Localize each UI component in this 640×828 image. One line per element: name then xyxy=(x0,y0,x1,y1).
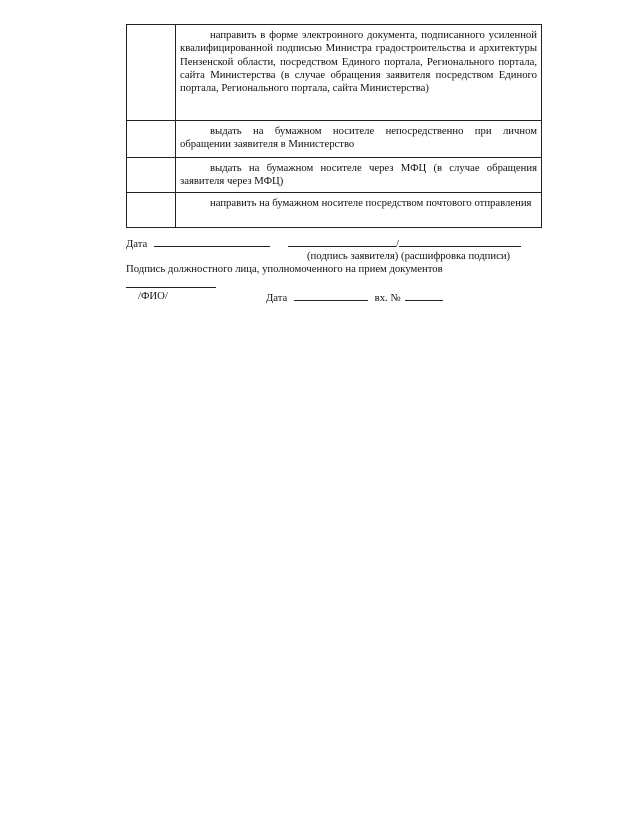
registration-number-blank[interactable] xyxy=(405,290,443,301)
table-row xyxy=(127,158,542,193)
date-label-2: Дата xyxy=(266,292,288,304)
fio-label: /ФИО/ xyxy=(138,290,168,302)
slash-separator: / xyxy=(396,238,399,250)
registration-number-label: вх. № xyxy=(374,292,401,304)
signature-caption: (подпись заявителя) (расшифровка подписи) xyxy=(307,250,511,262)
applicant-date-line xyxy=(126,236,270,250)
signature-blank[interactable] xyxy=(288,236,396,247)
checkbox-cell[interactable] xyxy=(127,121,176,158)
name-decoding-blank[interactable] xyxy=(399,236,521,247)
delivery-options-table xyxy=(126,24,542,228)
checkbox-cell[interactable] xyxy=(127,193,176,228)
date-label: Дата xyxy=(126,238,148,250)
official-signature-label: Подпись должностного лица, уполномоченного на прием документов xyxy=(126,263,443,275)
official-signature-blank[interactable] xyxy=(126,277,216,288)
checkbox-cell[interactable] xyxy=(127,158,176,193)
date-blank[interactable] xyxy=(154,236,270,247)
official-date-blank[interactable] xyxy=(294,290,368,301)
option-text-post: направить на бумажном носителе посредством почтового отправления xyxy=(210,197,532,209)
table-row xyxy=(127,193,542,228)
option-cell xyxy=(176,121,542,158)
option-text-electronic: направить в форме электронного документа, подписанного усиленной квалифицированной подписью Министра градостроительства и архитектуры Пензенской области, посредством Единого портала, Регионального портала, сайта Министерства (в случае обращения заявителя посредством Единого портала, Регионального портала, сайта Министерства) xyxy=(180,29,537,95)
applicant-signature-line xyxy=(288,236,521,250)
option-text-ministry: выдать на бумажном носителе непосредственно при личном обращении заявителя в Министерство xyxy=(180,125,537,151)
option-cell xyxy=(176,193,542,228)
option-cell xyxy=(176,158,542,193)
table-row xyxy=(127,25,542,121)
official-date-line xyxy=(266,290,443,304)
option-text-mfc: выдать на бумажном носителе через МФЦ (в случае обращения заявителя через МФЦ) xyxy=(180,162,537,188)
table-row xyxy=(127,121,542,158)
option-cell xyxy=(176,25,542,121)
checkbox-cell[interactable] xyxy=(127,25,176,121)
official-signature-line xyxy=(126,277,216,291)
